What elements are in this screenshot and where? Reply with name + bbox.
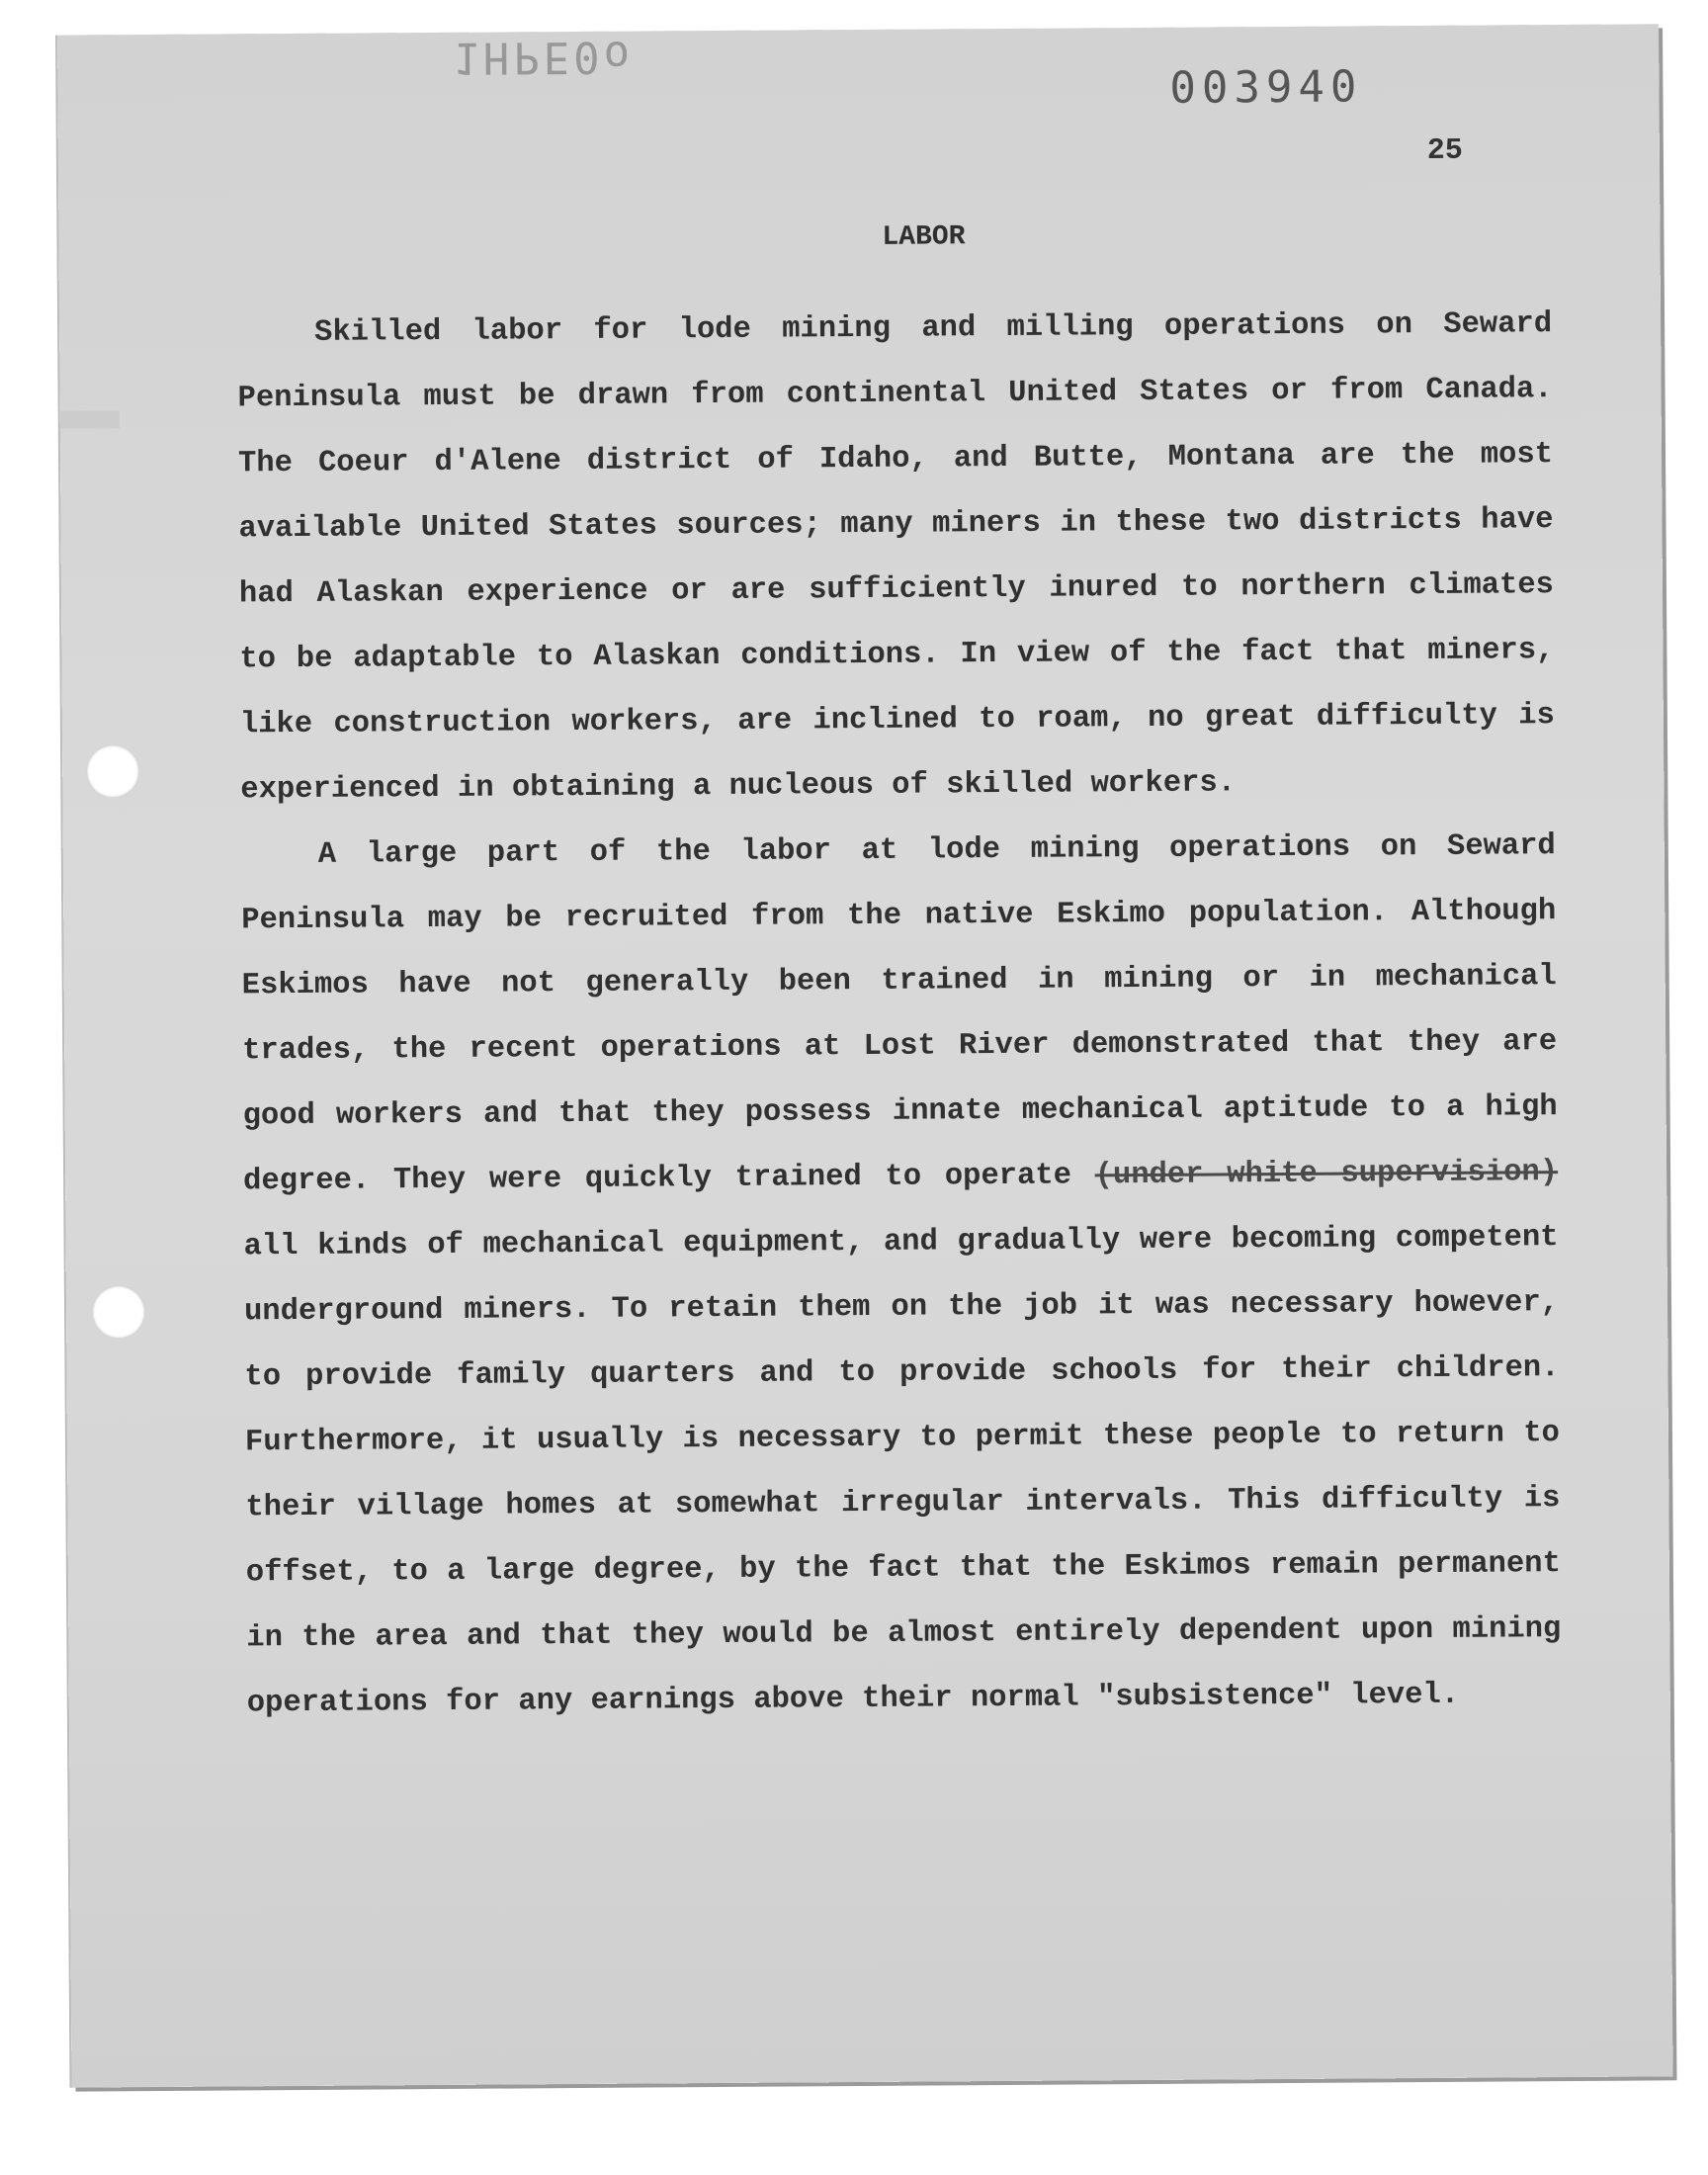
- paragraph-text-start: A large part of the labor at lode mining operations on Seward Peninsula may be recruited from the native Eskimo population. Although Eskimos have not generally been trained in mining or in mechanical trades, the recent operations at Lost River demonstrated that they are good workers and that they possess innate mechanical aptitude to a high degree. They were quickly trained to operate: [241, 829, 1558, 1199]
- section-heading: LABOR: [882, 221, 966, 253]
- punch-hole-bottom: [92, 1285, 145, 1339]
- paragraph-eskimo-labor: [241, 814, 1562, 1736]
- page-number: 25: [1426, 133, 1464, 168]
- paragraph-text-end: all kinds of mechanical equipment, and gradually were becoming competent underground miners. To retain them on the job it was necessary however, to provide family quarters and to provide schools for their children. Furthermore, it usually is necessary to permit these people to return to their village homes at somewhat irregular intervals. This difficulty is offset, to a large degree, by the fact that the Eskimos remain permanent in the area and that they would be almost entirely dependent upon mining operations for any earnings above their normal "subsistence" level.: [243, 1221, 1562, 1721]
- struck-out-text: (under white supervision): [1094, 1156, 1559, 1193]
- stamp-number: 003940: [1169, 61, 1363, 114]
- paragraph-skilled-labor: Skilled labor for lode mining and milling operations on Seward Peninsula must be drawn from continental United States or from Canada. The Coeur d'Alene district of Idaho, and Butte, Montana are the most available United States sources; many miners in these two districts have had Alaskan experience or are sufficiently inured to northern climates to be adaptable to Alaskan conditions. In view of the fact that miners, like construction workers, are inclined to roam, no great difficulty is experienced in obtaining a nucleous of skilled workers.: [237, 307, 1555, 808]
- body-text: [237, 292, 1562, 1736]
- handwritten-mark: 1HPE0o: [453, 31, 635, 83]
- paper-page: [57, 24, 1672, 2087]
- punch-hole-top: [86, 744, 139, 798]
- edge-smudge: [60, 410, 120, 428]
